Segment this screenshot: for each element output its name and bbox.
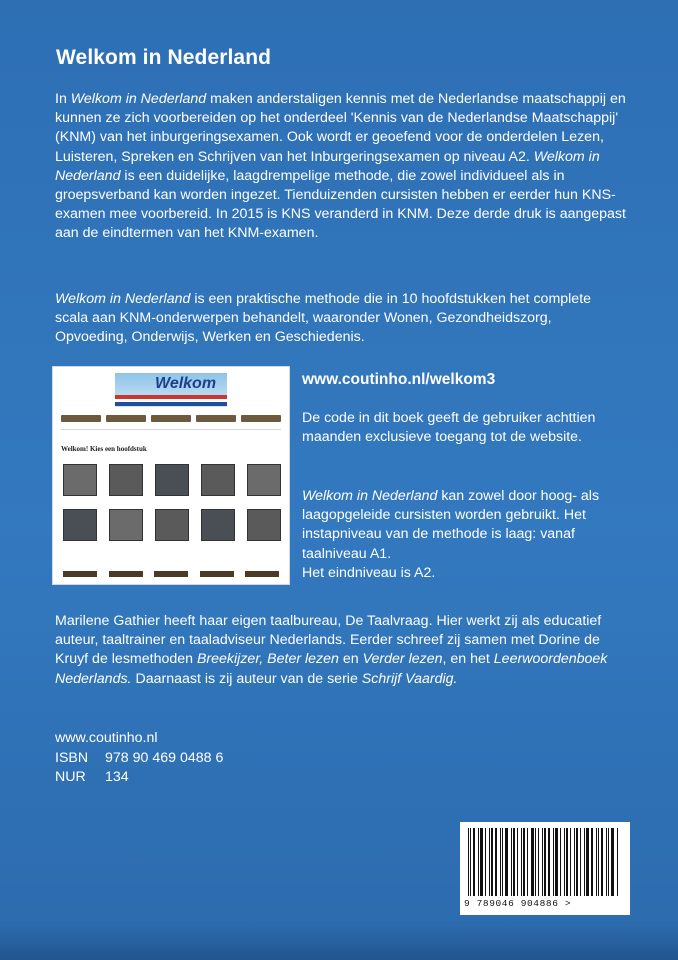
footer-band — [0, 926, 678, 960]
barcode-bar — [598, 828, 599, 896]
barcode-bar — [542, 828, 543, 896]
barcode — [460, 822, 630, 915]
barcode-bar — [500, 828, 501, 896]
isbn-row — [55, 749, 223, 769]
barcode-bar — [564, 828, 565, 896]
barcode-bar — [531, 828, 534, 896]
barcode-bar — [586, 828, 589, 896]
barcode-bar — [491, 828, 493, 896]
nur-value: 134 — [105, 769, 129, 785]
barcode-bar — [473, 828, 475, 896]
italic-title: Schrijf Vaardig. — [361, 670, 458, 687]
barcode-digits: 9 789046 904886 > — [464, 898, 572, 909]
barcode-bar — [523, 828, 525, 896]
intro-paragraph: In Welkom in Nederland maken anderstaligen kennis met de Nederlandse maatschappij en kunnen ze zich voorbereiden op het onderdeel 'Kennis van de Nederlandse Maatschappij' (KNM) van het inburgeringsexamen. Ook wordt er geoefend voor de onderdelen Lezen, Luisteren, Spreken en Schrijven van het Inburgeringsexamen op niveau A2. Welkom in Nederland is een duidelijke, laagdrempelige methode, die zowel individueel als in groepsverband kan worden ingezet. Tienduizenden cursisten hebben er eerder hun KNS-examen mee voorbereid. In 2015 is KNS veranderd in KNM. Deze derde druk is aangepast aan de eindtermen van het KNM-examen. — [55, 91, 626, 242]
method-paragraph: Welkom in Nederland is een praktische methode die in 10 hoofdstukken het complete scala aan KNM-onderwerpen behandelt, waaronder Wonen, Gezondheidszorg, Opvoeding, Onderwijs, Werken en Geschiedenis. — [55, 291, 592, 346]
barcode-bar — [606, 828, 607, 896]
isbn-label: ISBN — [55, 749, 89, 766]
chapter-thumbnail — [63, 509, 97, 541]
chapter-thumbnail-grid — [63, 464, 279, 541]
website-logo: Welkom — [155, 375, 217, 392]
flag-blue-stripe — [115, 402, 227, 406]
barcode-bar — [574, 828, 575, 896]
barcode-bar — [580, 828, 581, 896]
barcode-bar — [608, 828, 609, 896]
barcode-bar — [511, 828, 512, 896]
barcode-bar — [601, 828, 603, 896]
barcode-bar — [527, 828, 528, 896]
barcode-bar — [570, 828, 571, 896]
chapter-thumbnail — [109, 464, 143, 496]
chapter-thumbnail — [201, 509, 235, 541]
italic-title: Breekijzer, Beter lezen — [196, 651, 339, 668]
barcode-bar — [555, 828, 558, 896]
italic-title: Leerwoordenboek Nederlands. — [55, 651, 608, 687]
barcode-bars — [468, 828, 622, 896]
chapter-thumbnail — [109, 509, 143, 541]
barcode-bar — [521, 828, 522, 896]
barcode-bar — [584, 828, 585, 896]
chapter-thumbnail — [155, 509, 189, 541]
isbn-value: 978 90 469 0488 6 — [105, 749, 224, 766]
access-code-text: De code in dit boek geeft de gebruiker achttien maanden exclusieve toegang tot de website. — [302, 410, 596, 446]
level-text: Welkom in Nederland kan zowel door hoog- als laagopgeleide cursisten worden gebruikt. Het instapniveau van de methode is laag: vanaf taalniveau A1. Het eindniveau is A2. — [302, 488, 600, 581]
barcode-bar — [470, 828, 471, 896]
italic-title: Welkom in Nederland — [55, 148, 600, 184]
barcode-bar — [548, 828, 550, 896]
barcode-bar — [502, 828, 503, 896]
barcode-bar — [468, 828, 469, 896]
barcode-bar — [489, 828, 490, 896]
barcode-bar — [596, 828, 597, 896]
website-nav-item — [106, 415, 146, 422]
barcode-bar — [591, 828, 593, 896]
barcode-bar — [495, 828, 497, 896]
barcode-bar — [576, 828, 578, 896]
chapter-thumbnail — [155, 464, 189, 496]
website-button — [109, 571, 143, 577]
chapter-thumbnail — [201, 464, 235, 496]
barcode-bar — [611, 828, 614, 896]
website-nav-item — [241, 415, 281, 422]
barcode-bar — [617, 828, 618, 896]
barcode-bar — [517, 828, 518, 896]
barcode-bar — [560, 828, 561, 896]
website-nav-item — [196, 415, 236, 422]
website-nav-item — [151, 415, 191, 422]
website-button — [63, 571, 97, 577]
italic-title: Welkom in Nederland — [70, 91, 207, 107]
website-nav-item — [61, 415, 101, 422]
italic-title: Verder lezen — [362, 651, 443, 668]
barcode-bar — [566, 828, 568, 896]
italic-title: Welkom in Nederland — [55, 291, 191, 307]
website-heading: Welkom! Kies een hoofdstuk — [61, 445, 147, 453]
author-paragraph: Marilene Gathier heeft haar eigen taalbureau, De Taalvraag. Hier werkt zij als educatief auteur, taaltrainer en taaladviseur Nederlands. Eerder schreef zij samen met Dorine de Kruyf de lesmethoden Breekijzer, Beter lezen en Verder lezen, en het Leerwoordenboek Nederlands. Daarnaast is zij auteur van de serie Schrijf Vaardig. — [55, 613, 608, 687]
barcode-bar — [505, 828, 508, 896]
barcode-bar — [485, 828, 486, 896]
website-button — [245, 571, 279, 577]
website-nav — [61, 415, 281, 425]
barcode-bar — [478, 828, 479, 896]
italic-title: Welkom in Nederland — [302, 488, 438, 504]
nur-row — [55, 768, 223, 788]
website-button — [154, 571, 188, 577]
website-divider — [61, 429, 281, 430]
nur-label: NUR — [55, 769, 86, 785]
publication-meta — [55, 729, 223, 788]
barcode-bar — [538, 828, 539, 896]
chapter-thumbnail — [247, 509, 281, 541]
website-banner — [115, 373, 227, 407]
cover-title: Welkom in Nederland — [56, 46, 272, 69]
barcode-bar — [513, 828, 515, 896]
website-url: www.coutinho.nl/welkom3 — [302, 371, 496, 388]
chapter-thumbnail — [63, 464, 97, 496]
publisher-site: www.coutinho.nl — [55, 730, 158, 746]
website-button — [200, 571, 234, 577]
barcode-bar — [544, 828, 546, 896]
barcode-bar — [553, 828, 554, 896]
barcode-bar — [480, 828, 483, 896]
barcode-bar — [535, 828, 536, 896]
website-screenshot — [52, 366, 290, 585]
website-button-row — [63, 571, 279, 577]
chapter-thumbnail — [247, 464, 281, 496]
